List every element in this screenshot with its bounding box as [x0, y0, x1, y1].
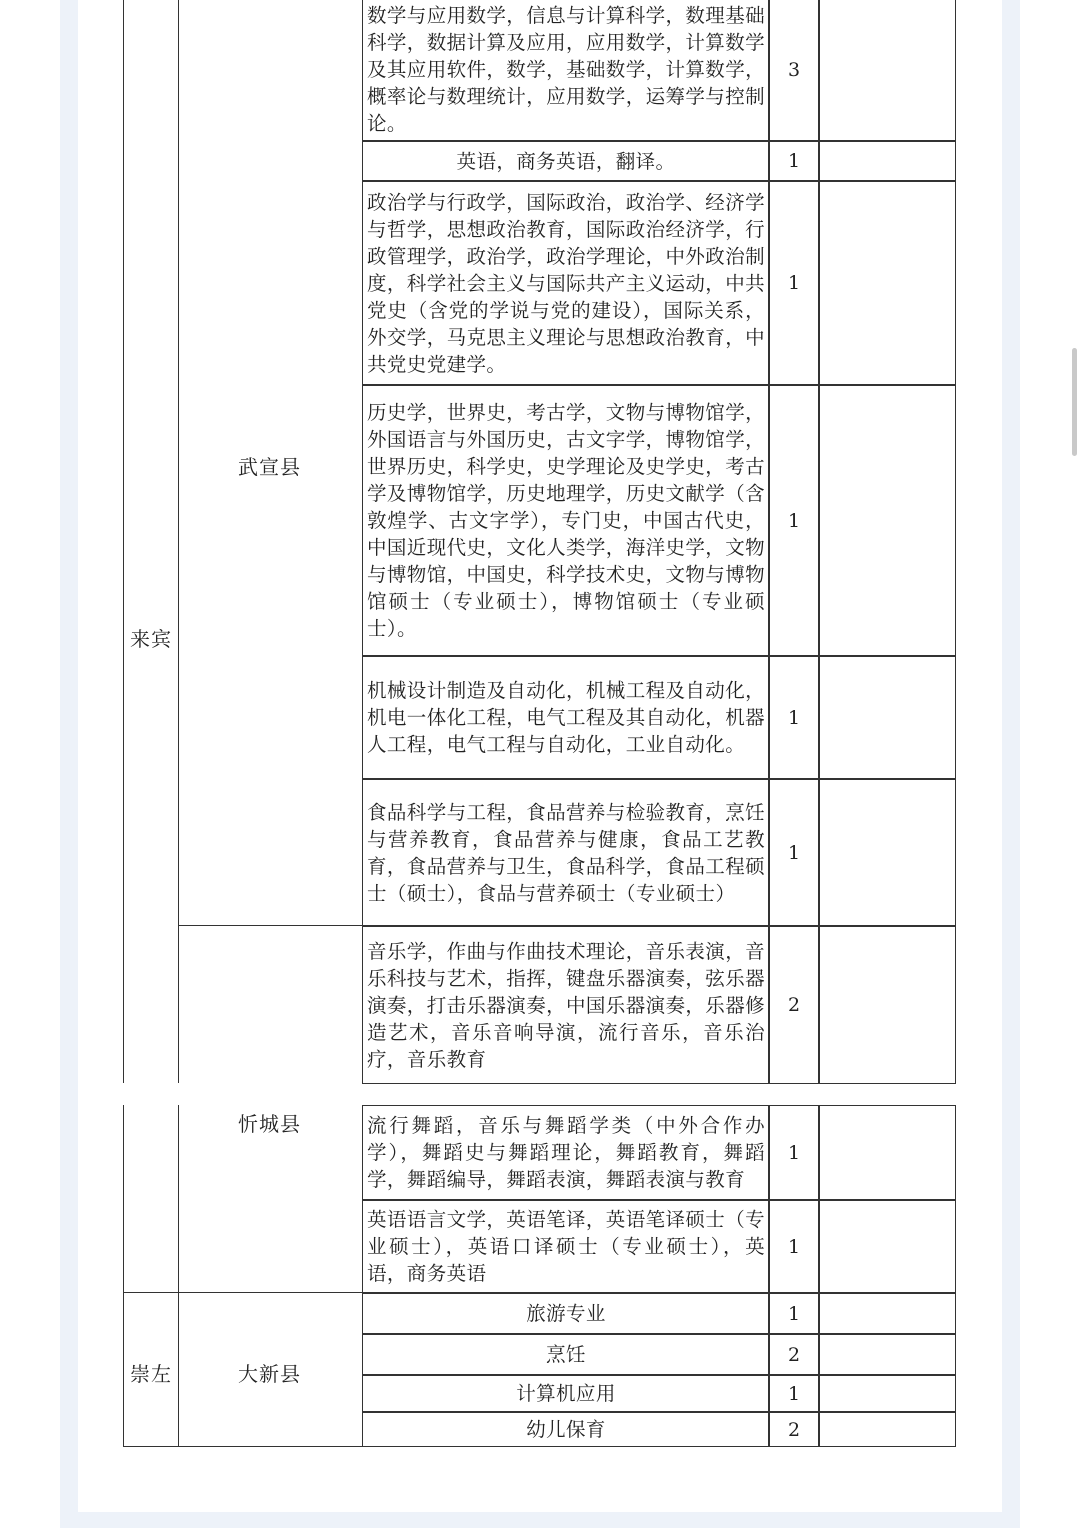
- table-border-left: [123, 1105, 124, 1447]
- table-row: [362, 1334, 769, 1375]
- table-row: [362, 181, 769, 385]
- column-divider: [178, 1105, 179, 1447]
- remarks-cell: [819, 1200, 956, 1293]
- major-text: 食品科学与工程，食品营养与检验教育，烹饪与营养教育，食品营养与健康，食品工艺教育，食品营养与卫生，食品科学，食品工程硕士（硕士），食品与营养硕士（专业硕士）: [367, 800, 766, 905]
- count-cell: 1: [769, 181, 819, 385]
- table-row: [362, 926, 769, 1084]
- count-cell: 1: [769, 1293, 819, 1334]
- major-text: 幼儿保育: [526, 1418, 606, 1441]
- row-divider: [123, 1292, 362, 1293]
- table-border-left: [123, 0, 124, 1083]
- count-cell: 1: [769, 1200, 819, 1293]
- remarks-cell: [819, 385, 956, 656]
- major-text: 音乐学，作曲与作曲技术理论，音乐表演，音乐科技与艺术，指挥，键盘乐器演奏，弦乐器演奏，打击乐器演奏，中国乐器演奏，乐器修造艺术，音乐音响导演，流行音乐，音乐治疗，音乐教育: [367, 939, 766, 1071]
- count-cell: 2: [769, 1412, 819, 1447]
- county-label: 大新县: [238, 1362, 301, 1386]
- count-cell: 1: [769, 1105, 819, 1200]
- remarks-cell: [819, 779, 956, 926]
- remarks-cell: [819, 656, 956, 779]
- city-label: 崇左: [130, 1362, 172, 1386]
- table-border-bottom: [123, 1446, 362, 1447]
- city-label: 来宾: [130, 627, 172, 651]
- remarks-cell: [819, 926, 956, 1084]
- left-margin: [0, 0, 60, 1528]
- table-row: [362, 1412, 769, 1447]
- remarks-cell: [819, 1412, 956, 1447]
- count-cell: 1: [769, 1375, 819, 1412]
- remarks-cell: [819, 141, 956, 181]
- remarks-cell: [819, 1105, 956, 1200]
- count-cell: 3: [769, 0, 819, 141]
- count-cell: 1: [769, 141, 819, 181]
- major-text: 英语语言文学，英语笔译，英语笔译硕士（专业硕士），英语口译硕士（专业硕士），英语，商务英语: [367, 1208, 766, 1285]
- table-row: [362, 656, 769, 779]
- count-cell: 1: [769, 385, 819, 656]
- table-row: [362, 1375, 769, 1412]
- table-row: [362, 1293, 769, 1334]
- table-row: [362, 385, 769, 656]
- major-text: 数学与应用数学，信息与计算科学，数理基础科学，数据计算及应用，应用数学，计算数学及其应用软件，数学，基础数学，计算数学，概率论与数理统计，应用数学，运筹学与控制论。: [367, 4, 766, 135]
- table-row: [362, 141, 769, 181]
- county-label: 武宣县: [238, 455, 301, 479]
- major-text: 烹饪: [546, 1343, 586, 1366]
- major-text: 旅游专业: [526, 1302, 606, 1325]
- table-row: [362, 779, 769, 926]
- remarks-cell: [819, 0, 956, 141]
- count-cell: 2: [769, 926, 819, 1084]
- scrollbar-thumb[interactable]: [1072, 348, 1077, 456]
- major-text: 机械设计制造及自动化，机械工程及自动化，机电一体化工程，电气工程及其自动化，机器人工程，电气工程与自动化，工业自动化。: [367, 679, 766, 756]
- count-cell: 1: [769, 779, 819, 926]
- major-text: 政治学与行政学，国际政治，政治学、经济学与哲学，思想政治教育，国际政治经济学，行政管理学，政治学，政治学理论，中外政治制度，科学社会主义与国际共产主义运动，中共党史（含党的学说与党的建设），国际关系，外交学，马克思主义理论与思想政治教育，中共党史党建学。: [367, 190, 766, 376]
- remarks-cell: [819, 181, 956, 385]
- major-text: 历史学，世界史，考古学，文物与博物馆学，外国语言与外国历史，古文字学，博物馆学，世界历史，科学史，史学理论及史学史，考古学及博物馆学，历史地理学，历史文献学（含敦煌学、古文字学），专门史，中国古代史，中国近现代史，文化人类学，海洋史学，文物与博物馆，中国史，科学技术史，文物与博物馆硕士（专业硕士），博物馆硕士（专业硕士）。: [367, 401, 766, 640]
- major-text: 计算机应用: [516, 1382, 616, 1405]
- table-row: [362, 1200, 769, 1293]
- major-text: 英语，商务英语，翻译。: [456, 149, 676, 173]
- remarks-cell: [819, 1334, 956, 1375]
- column-divider: [178, 0, 179, 1083]
- table-row: [362, 1105, 769, 1200]
- remarks-cell: [819, 1375, 956, 1412]
- table-row: [362, 0, 769, 141]
- county-label: 忻城县: [238, 1112, 301, 1136]
- remarks-cell: [819, 1293, 956, 1334]
- row-divider: [178, 925, 362, 926]
- major-text: 流行舞蹈，音乐与舞蹈学类（中外合作办学），舞蹈史与舞蹈理论，舞蹈教育，舞蹈学，舞蹈编导，舞蹈表演，舞蹈表演与教育: [367, 1114, 765, 1191]
- right-margin: [1020, 0, 1080, 1528]
- count-cell: 1: [769, 656, 819, 779]
- count-cell: 2: [769, 1334, 819, 1375]
